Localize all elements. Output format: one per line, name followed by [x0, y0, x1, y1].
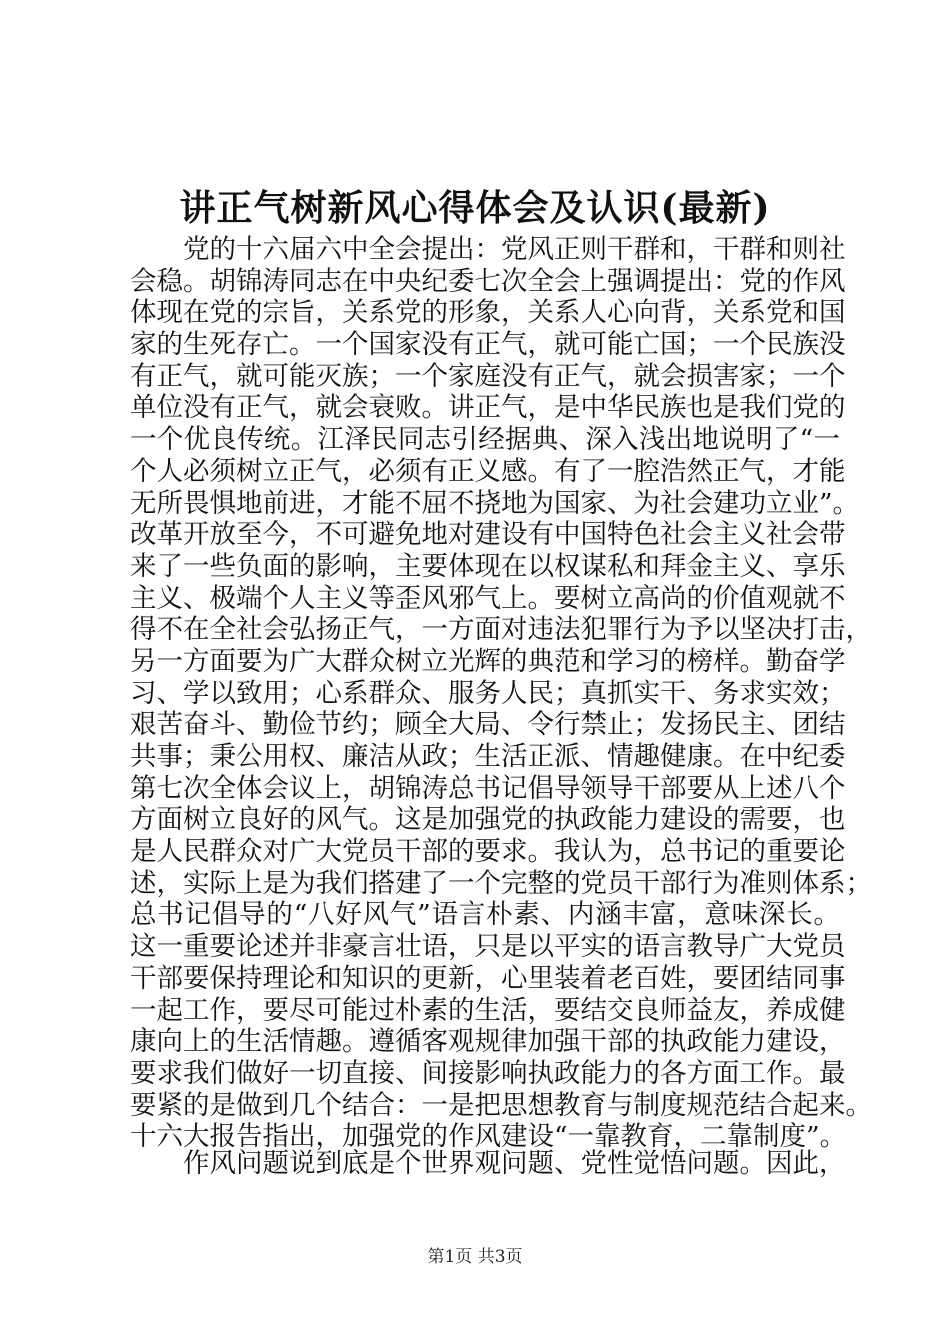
paragraph-line: 干部要保持理论和知识的更新，心里装着老百姓，要团结同事 — [130, 962, 846, 994]
paragraph-line: 共事；秉公用权、廉洁从政；生活正派、情趣健康。在中纪委 — [130, 741, 846, 772]
paragraph-line: 要紧的是做到几个结合：一是把思想教育与制度规范结合起来。 — [130, 1089, 872, 1121]
paragraph-line: 述，实际上是为我们搭建了一个完整的党员干部行为准则体系； — [130, 867, 872, 899]
paragraph-line: 十六大报告指出，加强党的作风建设“一靠教育，二靠制度”。 — [130, 1121, 847, 1153]
paragraph-line: 艰苦奋斗、勤俭节约；顾全大局、令行禁止；发扬民主、团结 — [130, 709, 846, 741]
paragraph-line: 有正气，就可能灭族；一个家庭没有正气，就会损害家；一个 — [130, 360, 846, 392]
paragraph-line: 康向上的生活情趣。遵循客观规律加强干部的执政能力建设， — [130, 1026, 846, 1058]
paragraph-line: 一起工作，要尽可能过朴素的生活，要结交良师益友，养成健 — [130, 994, 846, 1026]
paragraph-line: 党的十六届六中全会提出：党风正则干群和，干群和则社 — [183, 234, 846, 265]
paragraph-line: 另一方面要为广大群众树立光辉的典范和学习的榜样。勤奋学 — [130, 645, 846, 677]
document-title: 讲正气树新风心得体会及认识(最新) — [179, 187, 771, 229]
paragraph-line: 体现在党的宗旨，关系党的形象，关系人心向背，关系党和国 — [130, 297, 846, 329]
paragraph-line: 作风问题说到底是个世界观问题、党性觉悟问题。因此， — [183, 1148, 846, 1179]
paragraph-line: 个人必须树立正气，必须有正义感。有了一腔浩然正气，才能 — [130, 455, 846, 487]
paragraph-line: 总书记倡导的“八好风气”语言朴素、内涵丰富，意味深长。 — [130, 899, 840, 931]
paragraph-2 — [130, 1148, 846, 1180]
paragraph-line: 第七次全体会议上，胡锦涛总书记倡导领导干部要从上述八个 — [130, 772, 846, 804]
paragraph-line: 是人民群众对广大党员干部的要求。我认为，总书记的重要论 — [130, 836, 846, 868]
paragraph-line: 得不在全社会弘扬正气，一方面对违法犯罪行为予以坚决打击， — [130, 614, 872, 646]
page-footer: 第1页 共3页 — [427, 1247, 523, 1267]
paragraph-line: 会稳。胡锦涛同志在中央纪委七次全会上强调提出：党的作风 — [130, 265, 846, 297]
paragraph-line: 家的生死存亡。一个国家没有正气，就可能亡国；一个民族没 — [130, 329, 846, 361]
paragraph-line: 改革开放至今，不可避免地对建设有中国特色社会主义社会带 — [130, 519, 846, 551]
paragraph-line: 方面树立良好的风气。这是加强党的执政能力建设的需要，也 — [130, 804, 846, 836]
paragraph-1 — [130, 234, 872, 1153]
paragraph-line: 主义、极端个人主义等歪风邪气上。要树立高尚的价值观就不 — [130, 582, 846, 614]
paragraph-line: 习、学以致用；心系群众、服务人民；真抓实干、务求实效； — [130, 677, 846, 709]
paragraph-line: 无所畏惧地前进，才能不屈不挠地为国家、为社会建功立业”。 — [130, 487, 860, 519]
paragraph-line: 一个优良传统。江泽民同志引经据典、深入浅出地说明了“一 — [130, 424, 840, 456]
paragraph-line: 来了一些负面的影响，主要体现在以权谋私和拜金主义、享乐 — [130, 550, 846, 582]
paragraph-line: 单位没有正气，就会衰败。讲正气，是中华民族也是我们党的 — [130, 392, 846, 424]
paragraph-line: 要求我们做好一切直接、间接影响执政能力的各方面工作。最 — [130, 1057, 846, 1089]
paragraph-line: 这一重要论述并非豪言壮语，只是以平实的语言教导广大党员 — [130, 931, 846, 963]
